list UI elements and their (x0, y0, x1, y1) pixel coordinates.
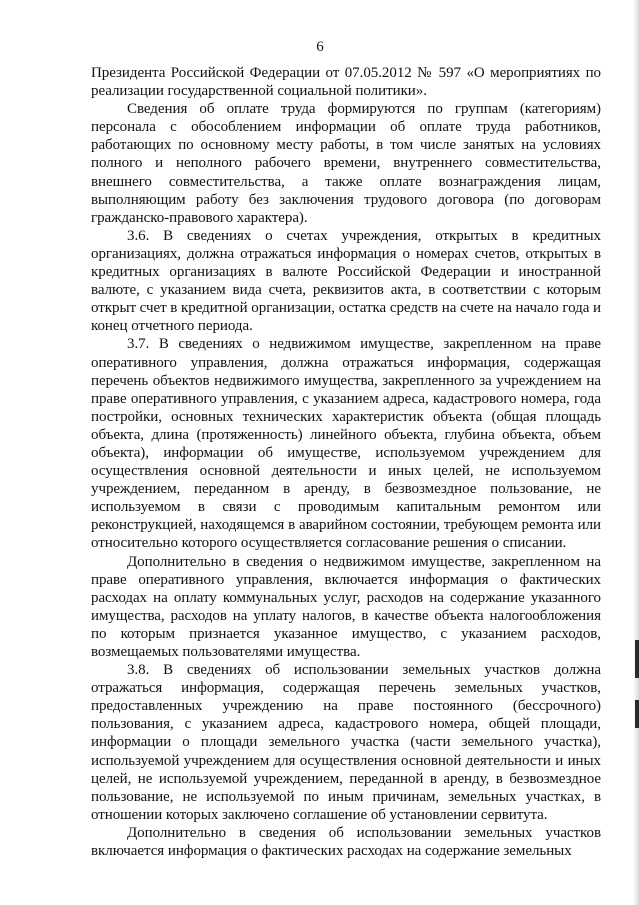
paragraph-3-6-accounts: 3.6. В сведениях о счетах учреждения, открытых в кредитных организациях, должна отражаться информация о номерах счетов, открытых в кредитных организациях в валюте Российской Федерации и иностранной валюте, с указанием вида счета, реквизитов акта, в соответствии с которым открыт счет в кредитной организации, остатка средств на счете на начало года и конец отчетного периода. (91, 227, 601, 335)
paragraph-continuation: Президента Российской Федерации от 07.05.2012 № 597 «О мероприятиях по реализации государственной социальной политики». (91, 65, 601, 100)
scan-edge-mark (635, 700, 639, 728)
paragraph-land-expenses: Дополнительно в сведения об использовании земельных участков включается информация о фактических расходах на содержание земельных (91, 824, 601, 860)
paragraph-3-7-real-estate: 3.7. В сведениях о недвижимом имуществе, закрепленном на праве оперативного управления, должна отражаться информация, содержащая перечень объектов недвижимого имущества, закрепленного за учреждением на праве оперативного управления, с указанием адреса, кадастрового номера, года постройки, основных технических характеристик объекта (общая площадь объекта, длина (протяженность) линейного объекта, глубина объекта, объем объекта), информации об имуществе, используемом учреждением для осуществления основной деятельности и иных целей, не используемом учреждением, переданном в аренду, в безвозмездное пользование, не используемом в связи с проводимым капитальным ремонтом или реконструкцией, находящемся в аварийном состоянии, требующем ремонта или относительно которого осуществляется согласование решения о списании. (91, 336, 601, 552)
page-number: 6 (316, 39, 324, 55)
paragraph-real-estate-expenses: Дополнительно в сведения о недвижимом имуществе, закрепленном на праве оперативного управления, включается информация о фактических расходах на оплату коммунальных услуг, расходов на содержание указанного имущества, расходов на уплату налогов, в качестве объекта налогообложения по которым признается указанное имущество, с указанием расходов, возмещаемых пользователями имущества. (91, 553, 601, 660)
scan-edge-mark (635, 640, 639, 678)
document-body (91, 64, 601, 860)
paragraph-3-8-land-plots: 3.8. В сведениях об использовании земельных участков должна отражаться информация, содержащая перечень земельных участков, предоставленных учреждению на праве постоянного (бессрочного) пользования, с указанием адреса, кадастрового номера, общей площади, информации о площади земельного участка (части земельного участка), используемой учреждением для осуществления основной деятельности и иных целей, не используемой учреждением, переданной в аренду, в безвозмездное пользование, не используемой по иным причинам, земельных участках, в отношении которых заключено соглашение об установлении сервитута. (91, 662, 601, 823)
scan-edge-shadow (633, 0, 640, 905)
paragraph-payroll-info: Сведения об оплате труда формируются по группам (категориям) персонала с обособлением информации об оплате труда работников, работающих по основному месту работы, в том числе занятых на условиях полного и неполного рабочего времени, внутреннего совместительства, внешнего совместительства, а также оплате вознаграждения лицам, выполняющим работу без заключения трудового договора (по договорам гражданско-правового характера). (91, 101, 601, 226)
